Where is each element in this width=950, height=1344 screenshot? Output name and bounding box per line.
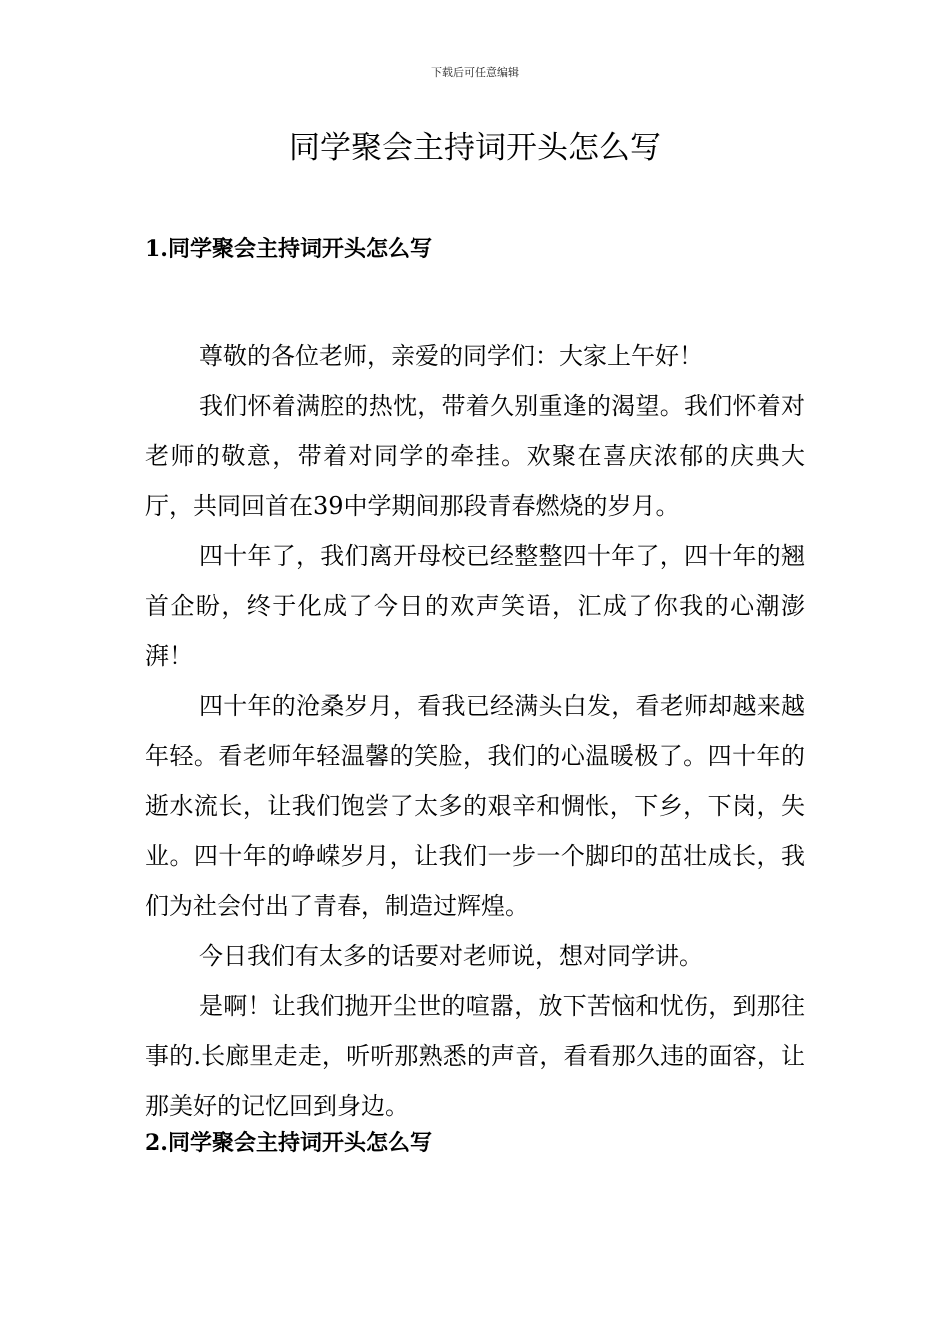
paragraph-4: 四十年的沧桑岁月，看我已经满头白发，看老师却越来越年轻。看老师年轻温馨的笑脸，我们的心温暖极了。四十年的逝水流长，让我们饱尝了太多的艰辛和惆怅，下乡，下岗，失业。四十年的峥嵘岁月，让我们一步一个脚印的茁壮成长，我们为社会付出了青春，制造过辉煌。 [145, 692, 805, 920]
paragraph-3: 四十年了，我们离开母校已经整整四十年了，四十年的翘首企盼，终于化成了今日的欢声笑语，汇成了你我的心潮澎湃！ [145, 542, 805, 670]
paragraph-greeting: 尊敬的各位老师，亲爱的同学们：大家上午好！ [199, 342, 703, 370]
paragraph-5: 今日我们有太多的话要对老师说，想对同学讲。 [199, 942, 703, 970]
section-heading-2: 2.同学聚会主持词开头怎么写 [145, 1130, 432, 1156]
paragraph-2: 我们怀着满腔的热忱，带着久别重逢的渴望。我们怀着对老师的敬意，带着对同学的牵挂。欢聚在喜庆浓郁的庆典大厅，共同回首在39中学期间那段青春燃烧的岁月。 [145, 392, 805, 520]
document-body [145, 331, 805, 1131]
document-title: 同学聚会主持词开头怎么写 [289, 130, 661, 166]
header-note: 下载后可任意编辑 [431, 66, 519, 79]
section-heading-1: 1.同学聚会主持词开头怎么写 [145, 236, 432, 262]
paragraph-6: 是啊！让我们抛开尘世的喧嚣，放下苦恼和忧伤，到那往事的.长廊里走走，听听那熟悉的声音，看看那久违的面容，让那美好的记忆回到身边。 [145, 992, 805, 1120]
